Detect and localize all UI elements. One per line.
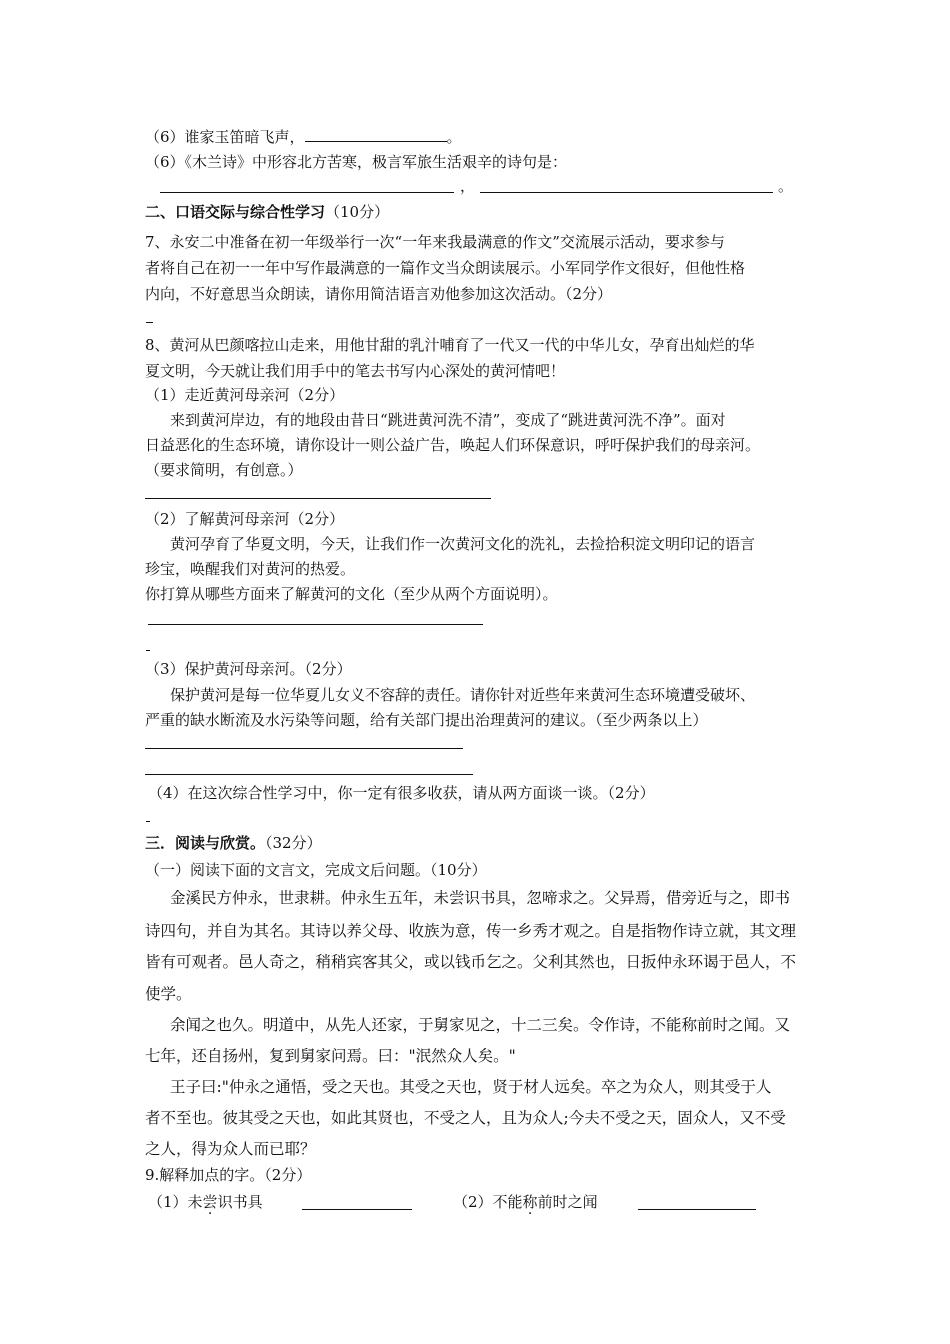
- question-8-3-line: 保护黄河是每一位华夏儿女义不容辞的责任。请你针对近些年来黄河生态环境遭受破坏、: [170, 686, 756, 704]
- question-9-title: 9.解释加点的字。（2分）: [145, 1166, 312, 1184]
- section-3-heading: [145, 834, 322, 852]
- answer-blank[interactable]: [146, 650, 150, 651]
- question-8-2-line: 黄河孕育了华夏文明，今天，让我们作一次黄河文化的洗礼，去捡拾积淀文明印记的语言: [170, 535, 756, 553]
- question-9-2: [453, 1193, 598, 1211]
- passage-line: 使学。: [145, 985, 192, 1003]
- passage-line: 之人，得为众人而已耶？: [145, 1140, 316, 1158]
- section-3-score: （32分）: [265, 834, 322, 852]
- question-6b: （6）《木兰诗》中形容北方苦寒，极言军旅生活艰辛的诗句是：: [145, 153, 568, 171]
- question-8-2-line: 你打算从哪些方面来了解黄河的文化（至少从两个方面说明）。: [145, 585, 558, 603]
- question-8-1-title: （1）走近黄河母亲河（2分）: [145, 386, 345, 404]
- answer-blank[interactable]: [302, 1209, 412, 1210]
- question-8-1-line: 日益恶化的生态环境，请你设计一则公益广告，唤起人们环保意识，呼吁保护我们的母亲河。: [145, 436, 761, 454]
- question-8-1-line: （要求简明，有创意。）: [145, 461, 303, 479]
- question-8-2-title: （2）了解黄河母亲河（2分）: [145, 510, 345, 528]
- question-9-2-text: （2）不能: [453, 1193, 523, 1211]
- section-2-heading: [145, 203, 389, 221]
- answer-blank[interactable]: [146, 821, 150, 822]
- answer-blank[interactable]: [480, 192, 773, 193]
- question-7-line: 内向，不好意思当众朗读，请你用简洁语言劝他参加这次活动。（2分）: [145, 285, 613, 303]
- answer-blank[interactable]: [145, 774, 473, 775]
- passage-line: 者不至也。彼其受之天也，如此其贤也，不受之人，且为众人;今夫不受之天，固众人，又不受: [145, 1109, 786, 1127]
- question-6a-text: （6）谁家玉笛暗飞声，: [145, 128, 305, 146]
- question-7-line: 7、永安二中准备在初一年级举行一次“一年来我最满意的作文”交流展示活动，要求参与: [145, 233, 725, 251]
- question-8-line: 8、黄河从巴颜喀拉山走来，用他甘甜的乳汁哺育了一代又一代的中华儿女，孕育出灿烂的华: [145, 336, 755, 354]
- question-8-3-line: 严重的缺水断流及水污染等问题，给有关部门提出治理黄河的建议。（至少两条以上）: [145, 711, 708, 729]
- question-9-1: [148, 1193, 263, 1211]
- question-7-line: 者将自己在初一一年中写作最满意的一篇作文当众朗读展示。小军同学作文很好，但他性格: [145, 259, 746, 277]
- punctuation: 。: [778, 177, 794, 195]
- question-9-2-text: 前时之闻: [537, 1193, 598, 1211]
- question-8-3-title: （3）保护黄河母亲河。（2分）: [145, 660, 352, 678]
- section-2-score: （10分）: [325, 203, 390, 221]
- question-8-1-line: 来到黄河岸边，有的地段由昔日“跳进黄河洗不清”，变成了“跳进黄河洗不净”。面对: [170, 411, 726, 429]
- answer-blank[interactable]: [305, 127, 447, 142]
- answer-blank[interactable]: [638, 1209, 756, 1210]
- answer-blank[interactable]: [160, 192, 454, 193]
- section-3-title: 三．阅读与欣赏。: [145, 834, 266, 852]
- subsection-1-title: （一）阅读下面的文言文，完成文后问题。（10分）: [145, 861, 487, 879]
- passage-line: 诗四句，并自为其名。其诗以养父母、收族为意，传一乡秀才观之。自是指物作诗立就，其文理: [145, 922, 797, 940]
- question-8-4: （4）在这次综合性学习中，你一定有很多收获，请从两方面谈一谈。（2分）: [148, 784, 655, 802]
- answer-blank[interactable]: [146, 322, 153, 323]
- question-6a: [145, 127, 462, 146]
- answer-blank[interactable]: [145, 748, 463, 749]
- section-2-title: 二、口语交际与综合性学习: [145, 203, 326, 221]
- question-8-2-line: 珍宝，唤醒我们对黄河的热爱。: [145, 560, 356, 578]
- answer-blank[interactable]: [148, 624, 483, 625]
- question-8-line: 夏文明，今天就让我们用手中的笔去书写内心深处的黄河情吧！: [145, 362, 566, 380]
- punctuation: ，: [460, 177, 476, 195]
- punctuation: 。: [446, 128, 462, 146]
- dotted-character: 尝: [202, 1193, 218, 1211]
- passage-line: 七年，还自扬州，复到舅家问焉。曰："泯然众人矣。": [145, 1047, 516, 1065]
- passage-line: 皆有可观者。邑人奇之，稍稍宾客其父，或以钱币乞之。父利其然也，日扳仲永环谒于邑人，不: [145, 953, 797, 971]
- passage-line: 余闻之也久。明道中，从先人还家，于舅家见之，十二三矣。令作诗，不能称前时之闻。又: [170, 1016, 791, 1034]
- question-9-1-text: （1）未: [148, 1193, 203, 1211]
- answer-blank[interactable]: [145, 498, 491, 499]
- passage-line: 王子曰:"仲永之通悟，受之天也。其受之天也，贤于材人远矣。卒之为众人，则其受于人: [170, 1078, 772, 1096]
- passage-line: 金溪民方仲永，世隶耕。仲永生五年，未尝识书具，忽啼求之。父异焉，借旁近与之，即书: [170, 889, 791, 907]
- question-9-1-text: 识书具: [217, 1193, 263, 1211]
- dotted-character: 称: [522, 1193, 538, 1211]
